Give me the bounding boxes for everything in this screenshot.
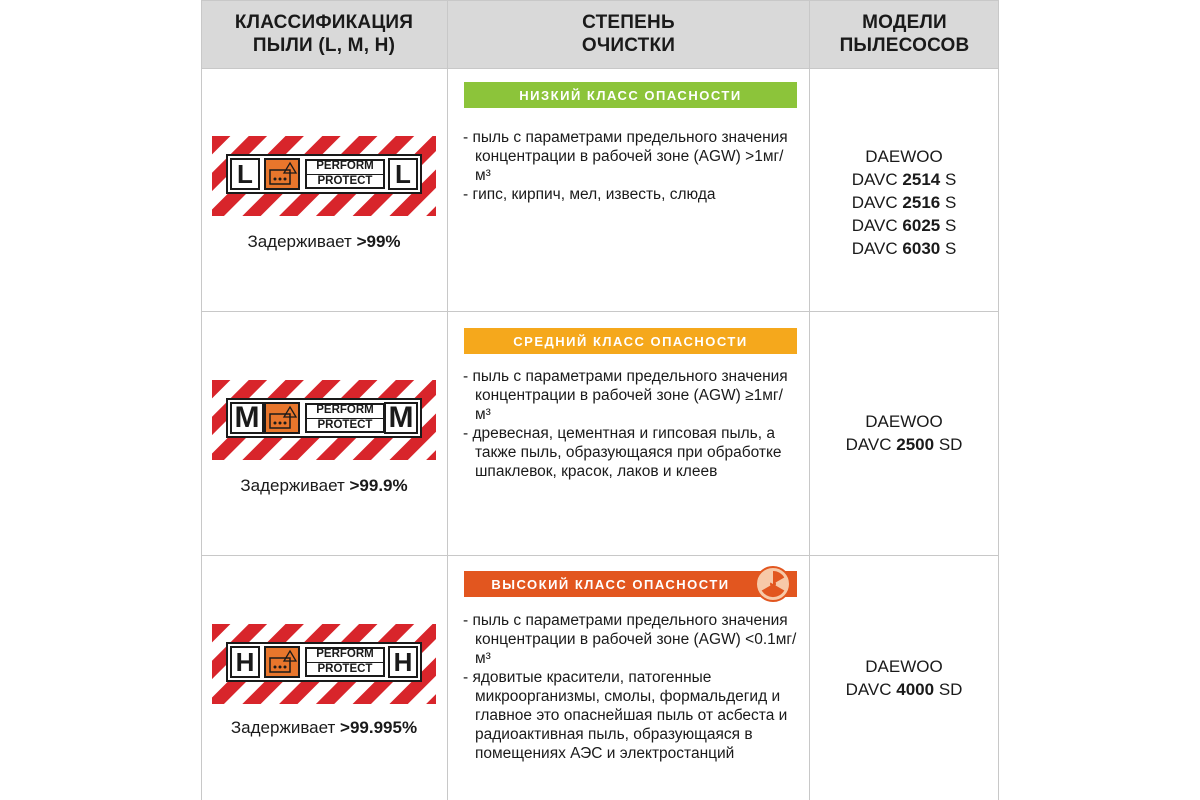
dust-description-list	[463, 611, 798, 763]
model-list	[809, 655, 999, 701]
brand-name: DAEWOO	[865, 657, 943, 676]
hazard-class-tag: СРЕДНИЙ КЛАСС ОПАСНОСТИ	[464, 328, 797, 354]
retention-rate: Задерживает >99.995%	[230, 718, 418, 737]
class-m-badge	[212, 380, 436, 460]
header-cleaning-degree: СТЕПЕНЬ ОЧИСТКИ	[581, 12, 676, 56]
class-h-badge	[212, 624, 436, 704]
list-item: - пыль с параметрами предельного значения концентрации в рабочей зоне (AGW) >1мг/м³	[463, 128, 798, 185]
list-item: - ядовитые красители, патогенные микроорганизмы, смолы, формальдегид и главное это опаснейшая пыль от асбеста и радиоактивная пыль, образующаяся в помещениях АЭС и электростанций	[463, 668, 798, 763]
filter-warning-icon	[264, 158, 300, 190]
brand-name: DAEWOO	[865, 412, 943, 431]
list-item: - древесная, цементная и гипсовая пыль, а также пыль, образующаяся при обработке шпаклевок, красок, лаков и клеев	[463, 424, 798, 481]
brand-name: DAEWOO	[865, 147, 943, 166]
class-letter-left: L	[230, 158, 260, 190]
model-list	[809, 410, 999, 456]
class-letter-left: H	[230, 646, 260, 678]
filter-warning-icon	[264, 402, 300, 434]
retention-rate: Задерживает >99.9%	[240, 476, 408, 495]
filter-warning-icon	[264, 646, 300, 678]
header-vacuum-models: МОДЕЛИ ПЫЛЕСОСОВ	[839, 12, 970, 56]
dust-description-list	[463, 367, 798, 481]
list-item: - гипс, кирпич, мел, известь, слюда	[463, 185, 798, 204]
dust-class-table	[201, 0, 999, 800]
radiation-icon	[753, 565, 793, 603]
model-item: DAVC 6025 S	[851, 216, 957, 235]
hazard-class-tag: ВЫСОКИЙ КЛАСС ОПАСНОСТИ	[464, 571, 797, 597]
class-letter-right: M	[384, 402, 418, 434]
list-item: - пыль с параметрами предельного значения концентрации в рабочей зоне (AGW) <0.1мг/м³	[463, 611, 798, 668]
perform-protect-label: PERFORM PROTECT	[305, 647, 385, 677]
class-letter-right: L	[388, 158, 418, 190]
dust-description-list	[463, 128, 798, 204]
class-l-badge	[212, 136, 436, 216]
perform-protect-label: PERFORM PROTECT	[305, 159, 385, 189]
model-list	[809, 145, 999, 260]
model-item: DAVC 2500 SD	[845, 435, 963, 454]
header-dust-class: КЛАССИФИКАЦИЯ ПЫЛИ (L, M, H)	[234, 12, 414, 56]
perform-protect-label: PERFORM PROTECT	[305, 403, 385, 433]
model-item: DAVC 4000 SD	[845, 680, 963, 699]
hazard-class-tag: НИЗКИЙ КЛАСС ОПАСНОСТИ	[464, 82, 797, 108]
class-letter-left: M	[230, 402, 264, 434]
model-item: DAVC 6030 S	[851, 239, 957, 258]
class-letter-right: H	[388, 646, 418, 678]
model-item: DAVC 2514 S	[851, 170, 957, 189]
model-item: DAVC 2516 S	[851, 193, 957, 212]
list-item: - пыль с параметрами предельного значения концентрации в рабочей зоне (AGW) ≥1мг/м³	[463, 367, 798, 424]
retention-rate: Задерживает >99%	[247, 232, 401, 251]
